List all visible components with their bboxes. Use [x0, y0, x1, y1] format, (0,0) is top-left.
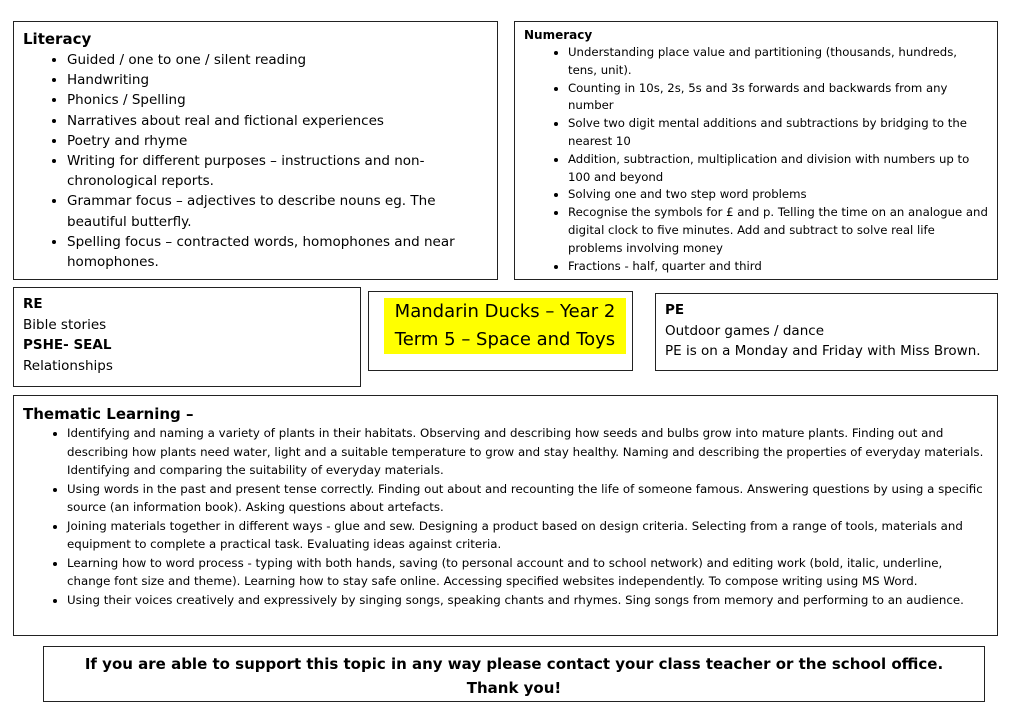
literacy-heading: Literacy	[23, 30, 92, 48]
title-panel	[368, 291, 633, 371]
literacy-list	[23, 50, 488, 272]
numeracy-list	[524, 44, 988, 275]
literacy-panel	[13, 21, 498, 280]
numeracy-panel	[514, 21, 998, 280]
list-item: • Using words in the past and present tense correctly. Finding out about and recounting the life of someone famous. Answering questions by using a specific source (an information book). Asking questions about artefacts.	[67, 480, 988, 517]
class-title: Mandarin Ducks – Year 2	[394, 301, 616, 322]
list-item: • Understanding place value and partitioning (thousands, hundreds, tens, unit).	[568, 44, 988, 80]
list-item: • Recognise the symbols for £ and p. Telling the time on an analogue and digital clock to five minutes. Add and subtract to solve real life problems involving money	[568, 204, 988, 257]
thematic-panel	[13, 395, 998, 636]
list-item: • Poetry and rhyme	[67, 131, 488, 151]
list-item: • Grammar focus – adjectives to describe nouns eg. The beautiful butterfly.	[67, 191, 488, 231]
list-item: • Handwriting	[67, 70, 488, 90]
footer-thanks: Thank you!	[466, 679, 562, 697]
list-item: • Fractions - half, quarter and third	[568, 258, 988, 276]
list-item: • Solving one and two step word problems	[568, 186, 988, 204]
list-item: • Narratives about real and fictional experiences	[67, 111, 488, 131]
re-pshe-panel	[13, 287, 361, 387]
footer-message: If you are able to support this topic in any way please contact your class teacher or the school office.	[84, 655, 944, 673]
list-item: • Solve two digit mental additions and subtractions by bridging to the nearest 10	[568, 115, 988, 151]
numeracy-heading: Numeracy	[524, 28, 593, 42]
list-item: • Phonics / Spelling	[67, 90, 488, 110]
pshe-text: Relationships	[23, 357, 113, 374]
re-heading: RE	[23, 296, 43, 312]
list-item: • Using their voices creatively and expressively by singing songs, speaking chants and rhymes. Sing songs from memory and performing to an audience.	[67, 591, 988, 610]
list-item: • Learning how to word process - typing with both hands, saving (to personal account and to school network) and editing work (bold, italic, underline, change font size and theme). Learning how to stay safe online. Accessing specified websites independently. To compose writing using MS Word.	[67, 554, 988, 591]
list-item: • Spelling focus – contracted words, homophones and near homophones.	[67, 232, 488, 272]
pe-schedule: PE is on a Monday and Friday with Miss Brown.	[665, 343, 981, 359]
footer-notice	[43, 646, 985, 702]
re-text: Bible stories	[23, 316, 107, 333]
list-item: • Identifying and naming a variety of plants in their habitats. Observing and describing how seeds and bulbs grow into mature plants. Finding out and describing how plants need water, light and a suitable temperature to grow and stay healthy. Naming and describing the properties of everyday materials. Identifying and comparing the suitability of everyday materials.	[67, 424, 988, 480]
pe-panel	[655, 293, 998, 371]
pshe-heading: PSHE- SEAL	[23, 337, 112, 353]
thematic-heading: Thematic Learning –	[23, 405, 194, 423]
pe-activity: Outdoor games / dance	[665, 322, 824, 339]
list-item: • Joining materials together in different ways - glue and sew. Designing a product based on design criteria. Selecting from a range of tools, materials and equipment to complete a practical task. Evaluating ideas against criteria.	[67, 517, 988, 554]
term-title: Term 5 – Space and Toys	[394, 329, 616, 350]
pe-heading: PE	[665, 302, 685, 318]
list-item: • Guided / one to one / silent reading	[67, 50, 488, 70]
list-item: • Addition, subtraction, multiplication and division with numbers up to 100 and beyond	[568, 151, 988, 187]
thematic-list	[23, 424, 988, 609]
list-item: • Counting in 10s, 2s, 5s and 3s forwards and backwards from any number	[568, 80, 988, 116]
title-highlight	[384, 298, 626, 354]
list-item: • Writing for different purposes – instructions and non-chronological reports.	[67, 151, 488, 191]
